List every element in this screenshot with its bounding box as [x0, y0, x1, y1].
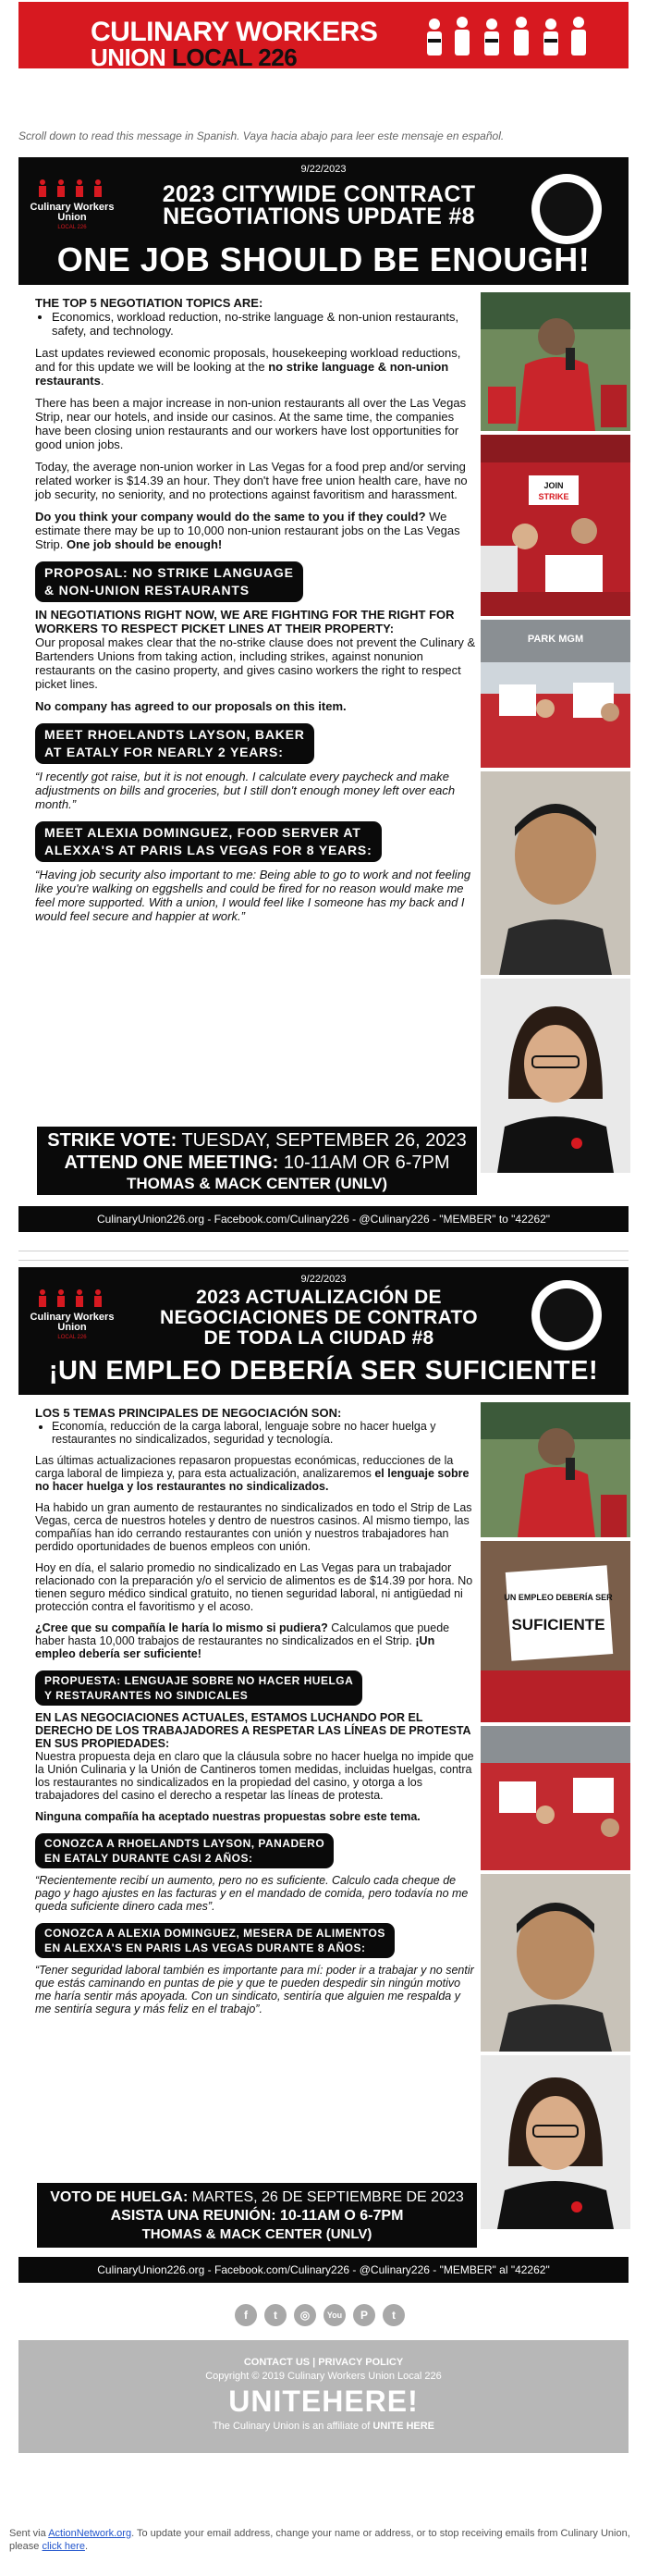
- sign-strike: STRIKE: [538, 492, 569, 501]
- logo-text: Culinary Workers Union: [30, 202, 115, 223]
- unsubscribe-link[interactable]: click here: [42, 2541, 85, 2552]
- workers-logo-icon: [30, 1288, 115, 1308]
- union-seal-icon: [531, 174, 602, 244]
- pill-proposal: PROPOSAL: NO STRIKE LANGUAGE & NON-UNION RESTAURANTS: [35, 561, 303, 602]
- photo-protest-signs: [481, 435, 630, 616]
- english-title: 2023 CITYWIDE CONTRACT NEGOTIATIONS UPDATE #8: [162, 181, 476, 229]
- pill-meet-alexia: MEET ALEXIA DOMINGUEZ, FOOD SERVER AT ALEXXA'S AT PARIS LAS VEGAS FOR 8 YEARS:: [35, 821, 382, 862]
- english-footer-links[interactable]: CulinaryUnion226.org - Facebook.com/Culinary226 - @Culinary226 - "MEMBER" to "42262": [18, 1206, 629, 1232]
- para-wage: Hoy en día, el salario promedio no sindicalizado en Las Vegas para un trabajador relacionado con la preparación y/o el servicio de alimentos es de $14.39 por hora. No tienen seguro médico sindical gratuito, no tienen seguridad laboral, ni antigüedad ni protección contra el favoritismo y el acoso.: [35, 1561, 473, 1613]
- para-wage: Today, the average non-union worker in Las Vegas for a food prep and/or serving related worker is $14.39 an hour. They don't have free union health care, have no job security, no seniority, and no protections against favoritism and harassment.: [35, 460, 468, 501]
- list-item: • Economics, workload reduction, no-strike language & non-union restaurants, safety, and technology.: [52, 310, 477, 338]
- topics-list: [35, 310, 477, 338]
- english-date: 9/22/2023: [300, 164, 347, 175]
- sign-empleo: UN EMPLEO DEBERÍA SER: [504, 1593, 613, 1602]
- logo-text: Culinary Workers Union: [30, 1312, 115, 1333]
- unite-here-logo: UNITEHERE!: [228, 2385, 419, 2418]
- union-seal-icon: [531, 1280, 602, 1350]
- header-title-line1: CULINARY WORKERS: [91, 17, 378, 47]
- fight-heading: EN LAS NEGOCIACIONES ACTUALES, ESTAMOS LUCHANDO POR EL DERECHO DE LOS TRABAJADORES A RESPETAR LAS LÍNEAS DE PROTESTA EN SUS PROPIEDADES:: [35, 1711, 471, 1750]
- fight-heading: IN NEGOTIATIONS RIGHT NOW, WE ARE FIGHTING FOR THE RIGHT FOR WORKERS TO RESPECT PICKET LINES AT THEIR PROPERTY:: [35, 608, 455, 635]
- footer-box: [18, 2340, 629, 2453]
- para-question: Do you think your company would do the same to you if they could? We estimate there may be up to 10,000 non-union restaurant jobs on the Las Vegas Strip. One job should be enough!: [35, 510, 460, 551]
- photo-protest-signs: [481, 1541, 630, 1722]
- photo-march: [481, 1726, 630, 1870]
- quote-rhoelandts: “Recientemente recibí un aumento, pero no es suficiente. Calculo cada cheque de pago y hago ajustes en las facturas y en el mandado de comida, pero todavía no me queda suficiente dinero cada mes”.: [35, 1874, 469, 1913]
- topics-list: [35, 1420, 477, 1446]
- sign-suficiente: SUFICIENTE: [511, 1616, 605, 1633]
- affiliate-note: The Culinary Union is an affiliate of UNITE HERE: [212, 2421, 435, 2432]
- spanish-body: [35, 1406, 477, 2024]
- english-body: [35, 296, 477, 931]
- facebook-icon[interactable]: f: [235, 2304, 257, 2326]
- quote-rhoelandts: “I recently got raise, but it is not enough. I calculate every paycheck and make adjustments on bills and groceries, but I still don't enough money left over each month.”: [35, 770, 456, 811]
- para-updates: Last updates reviewed economic proposals, housekeeping workload reductions, and for this update we will be looking at the no strike language & non-union restaurants.: [35, 346, 461, 388]
- photo-rhoelandts: [481, 771, 630, 975]
- para-increase: Ha habido un gran aumento de restaurantes no sindicalizados en todo el Strip de Las Vegas, cerca de nuestros hoteles y dentro de nuestros casinos. Al mismo tiempo, las compañías han ido cerrando restaurantes con unión y nuestros trabajadores han perdido oportunidades de buenos empleos con unión.: [35, 1501, 472, 1553]
- pill-meet-alexia: CONOZCA A ALEXIA DOMINGUEZ, MESERA DE ALIMENTOS EN ALEXXA'S EN PARIS LAS VEGAS DURANTE 8 AÑOS:: [35, 1923, 395, 1958]
- spanish-footer-links[interactable]: CulinaryUnion226.org - Facebook.com/Culinary226 - @Culinary226 - "MEMBER" al "42262": [18, 2257, 629, 2283]
- pill-meet-rhoelandts: MEET RHOELANDTS LAYSON, BAKER AT EATALY FOR NEARLY 2 YEARS:: [35, 723, 314, 764]
- spanish-date: 9/22/2023: [300, 1274, 347, 1285]
- divider: [18, 1260, 629, 1261]
- workers-logo-icon: [30, 178, 115, 198]
- pinterest-icon[interactable]: P: [353, 2304, 375, 2326]
- photo-alexia: [481, 979, 630, 1173]
- header-title-line2: UNION LOCAL 226: [91, 43, 298, 71]
- photo-speaker-rally: [481, 1402, 630, 1537]
- list-item: • Economía, reducción de la carga laboral, lenguaje sobre no hacer huelga y restaurantes no sindicalizados, seguridad y tecnología.: [52, 1420, 477, 1446]
- union-logo: [30, 178, 115, 230]
- spanish-banner: [18, 1267, 629, 1395]
- topics-heading: THE TOP 5 NEGOTIATION TOPICS ARE:: [35, 296, 263, 310]
- tumblr-icon[interactable]: t: [383, 2304, 405, 2326]
- photo-speaker-rally: [481, 292, 630, 431]
- youtube-icon[interactable]: You: [324, 2304, 346, 2326]
- logo-subtext: LOCAL 226: [57, 225, 87, 230]
- pill-meet-rhoelandts: CONOZCA A RHOELANDTS LAYSON, PANADERO EN EATALY DURANTE CASI 2 AÑOS:: [35, 1833, 334, 1868]
- para-proposal: Nuestra propuesta deja en claro que la cláusula sobre no hacer huelga no impide que la Unión Culinaria y la Unión de Cantineros tomen medidas, incluidas huelgas, contra los restaurantes no sindicalizados en la propiedad del casino, y otorga a los trabajadores del casino el derecho a respetar las líneas de protesta.: [35, 1750, 474, 1802]
- para-proposal: Our proposal makes clear that the no-strike clause does not prevent the Culinary & Bartenders Unions from taking action, including strikes, against nonunion restaurants on the casino property, and gives casino workers the right to respect picket lines.: [35, 635, 476, 691]
- header-banner: [18, 2, 629, 71]
- photo-park-mgm-march: [481, 620, 630, 768]
- photo-rhoelandts: [481, 1874, 630, 2052]
- para-question: ¿Cree que su compañía le haría lo mismo si pudiera? Calculamos que puede haber hasta 10,000 trabajos de restaurantes no sindicalizados en el Strip. ¡Un empleo debería ser suficiente!: [35, 1621, 450, 1660]
- spanish-headline: ¡UN EMPLEO DEBERÍA SER SUFICIENTE!: [48, 1356, 599, 1386]
- union-logo: [30, 1288, 115, 1340]
- topics-heading: LOS 5 TEMAS PRINCIPALES DE NEGOCIACIÓN SON:: [35, 1406, 342, 1420]
- copyright: Copyright © 2019 Culinary Workers Union Local 226: [205, 2371, 442, 2382]
- english-banner: [18, 157, 629, 285]
- sign-park-mgm: PARK MGM: [527, 634, 584, 645]
- actionnetwork-link[interactable]: ActionNetwork.org: [48, 2528, 132, 2539]
- scroll-note: Scroll down to read this message in Spanish. Vaya hacia abajo para leer este mensaje en español.: [18, 129, 505, 142]
- para-increase: There has been a major increase in non-union restaurants all over the Las Vegas Strip, near our hotels, and inside our casinos. At the same time, the companies have been closing union restaurants and our workers have lost opportunities for good union jobs.: [35, 396, 467, 451]
- english-headline: ONE JOB SHOULD BE ENOUGH!: [56, 240, 591, 278]
- sign-join: JOIN: [543, 481, 564, 490]
- no-company-note: No company has agreed to our proposals on this item.: [35, 699, 347, 713]
- sent-via-note: Sent via ActionNetwork.org. To update your email address, change your name or address, or to stop receiving emails from Culinary Union, please click here.: [9, 2528, 630, 2552]
- contact-privacy-links[interactable]: CONTACT US | PRIVACY POLICY: [243, 2357, 404, 2368]
- strike-vote-box: VOTO DE HUELGA: MARTES, 26 DE SEPTIEMBRE DE 2023 ASISTA UNA REUNIÓN: 10-11AM O 6-7PM THOMAS & MACK CENTER (UNLV): [37, 2183, 477, 2248]
- quote-alexia: “Tener seguridad laboral también es importante para mí: poder ir a trabajar y no sentir que estás caminando en puntas de pie y que te pueden despedir sin ningún motivo me haría sentir más apoyada. Con un sindicato, sentiría que alguien me respalda y me sentiría segura y más feliz en el trabajo”.: [35, 1964, 474, 2015]
- strike-vote-box: STRIKE VOTE: TUESDAY, SEPTEMBER 26, 2023 ATTEND ONE MEETING: 10-11AM OR 6-7PM THOMAS & MACK CENTER (UNLV): [37, 1127, 477, 1195]
- para-updates: Las últimas actualizaciones repasaron propuestas económicas, reducciones de la carga laboral de limpieza y, para esta actualización, analizaremos el lenguaje sobre no hacer huelga y los restaurantes no sindicalizados.: [35, 1454, 470, 1493]
- pill-proposal: PROPUESTA: LENGUAJE SOBRE NO HACER HUELGA Y RESTAURANTES NO SINDICALES: [35, 1670, 362, 1706]
- workers-figures-icon: [416, 11, 592, 67]
- twitter-icon[interactable]: t: [264, 2304, 287, 2326]
- photo-alexia: [481, 2055, 630, 2229]
- instagram-icon[interactable]: ◎: [294, 2304, 316, 2326]
- spanish-title: 2023 ACTUALIZACIÓN DE NEGOCIACIONES DE CONTRATO DE TODA LA CIUDAD #8: [160, 1287, 478, 1349]
- logo-subtext: LOCAL 226: [57, 1335, 87, 1340]
- no-company-note: Ninguna compañía ha aceptado nuestras propuestas sobre este tema.: [35, 1810, 421, 1823]
- quote-alexia: “Having job security also important to me: Being able to go to work and not feeling like you're walking on eggshells and could be fired for no reason would make me feel more supported. With a union, I would feel like I someone has my back and I would feel secure and happier at work.”: [35, 868, 471, 923]
